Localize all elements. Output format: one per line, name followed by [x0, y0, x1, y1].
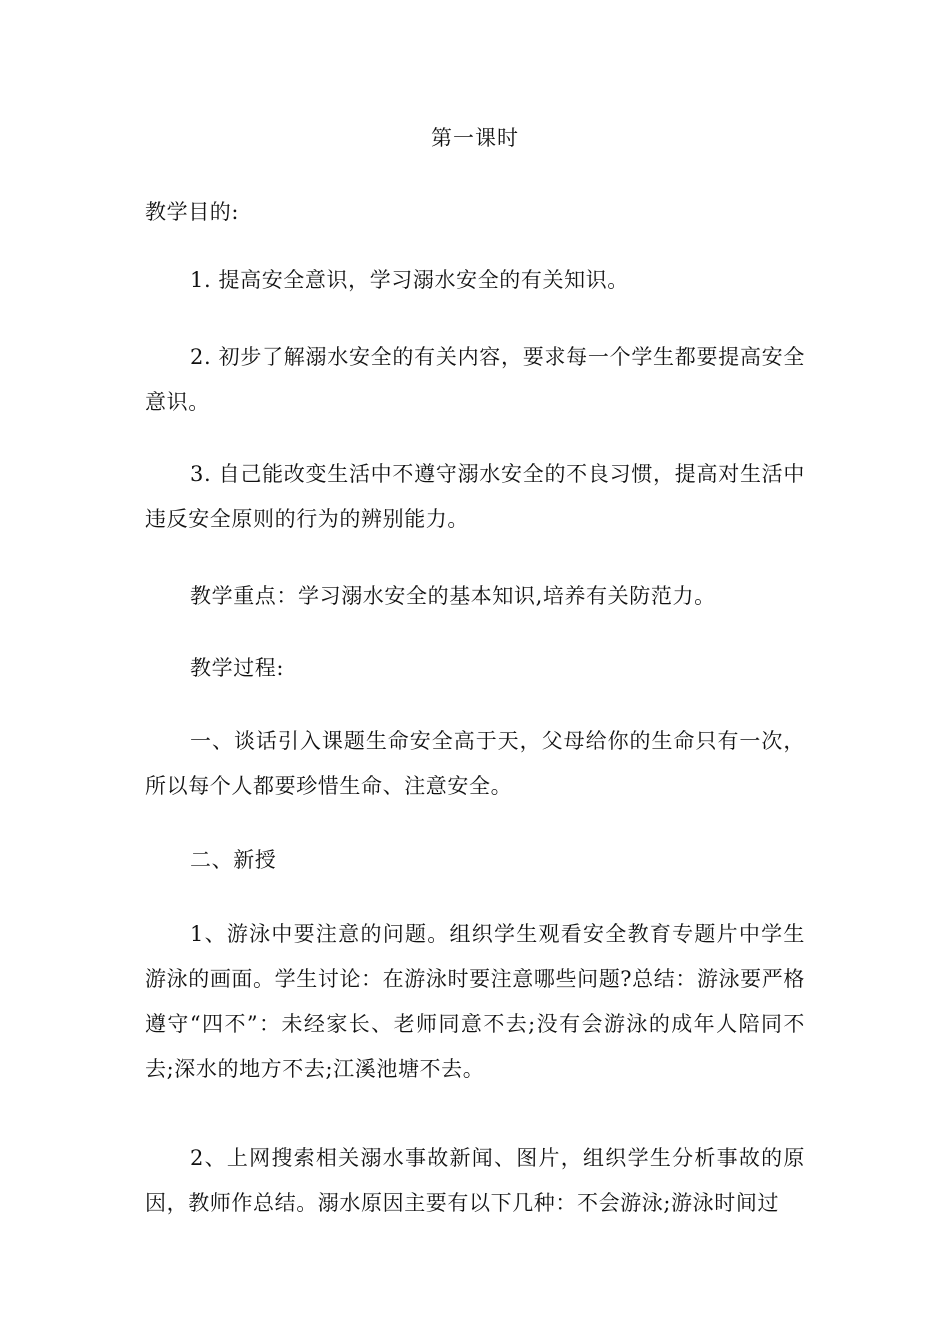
paragraph-objective-3: 3. 自己能改变生活中不遵守溺水安全的不良习惯，提高对生活中违反安全原则的行为的辨别能力。 [145, 462, 805, 531]
paragraph-swimming-rules: 1、游泳中要注意的问题。组织学生观看安全教育专题片中学生游泳的画面。学生讨论：在游泳时要注意哪些问题?总结：游泳要严格遵守“四不”：未经家长、老师同意不去;没有会游泳的成年人陪同不去;深水的地方不去;江溪池塘不去。 [145, 922, 805, 1081]
paragraph-new-lesson-heading: 二、新授 [190, 848, 277, 872]
paragraph-key-points: 教学重点：学习溺水安全的基本知识,培养有关防范力。 [190, 584, 716, 608]
paragraph-drowning-causes: 2、上网搜索相关溺水事故新闻、图片，组织学生分析事故的原因，教师作总结。溺水原因主要有以下几种：不会游泳;游泳时间过 [145, 1146, 805, 1215]
paragraph-teaching-objectives-heading: 教学目的: [145, 200, 240, 224]
paragraph-introduction: 一、谈话引入课题生命安全高于天，父母给你的生命只有一次，所以每个人都要珍惜生命、注意安全。 [145, 729, 805, 798]
paragraph-objective-2: 2. 初步了解溺水安全的有关内容，要求每一个学生都要提高安全意识。 [145, 345, 805, 414]
paragraph-objective-1: 1. 提高安全意识，学习溺水安全的有关知识。 [190, 268, 629, 292]
paragraph-process-heading: 教学过程: [190, 656, 285, 680]
page-title: 第一课时 [431, 126, 519, 150]
